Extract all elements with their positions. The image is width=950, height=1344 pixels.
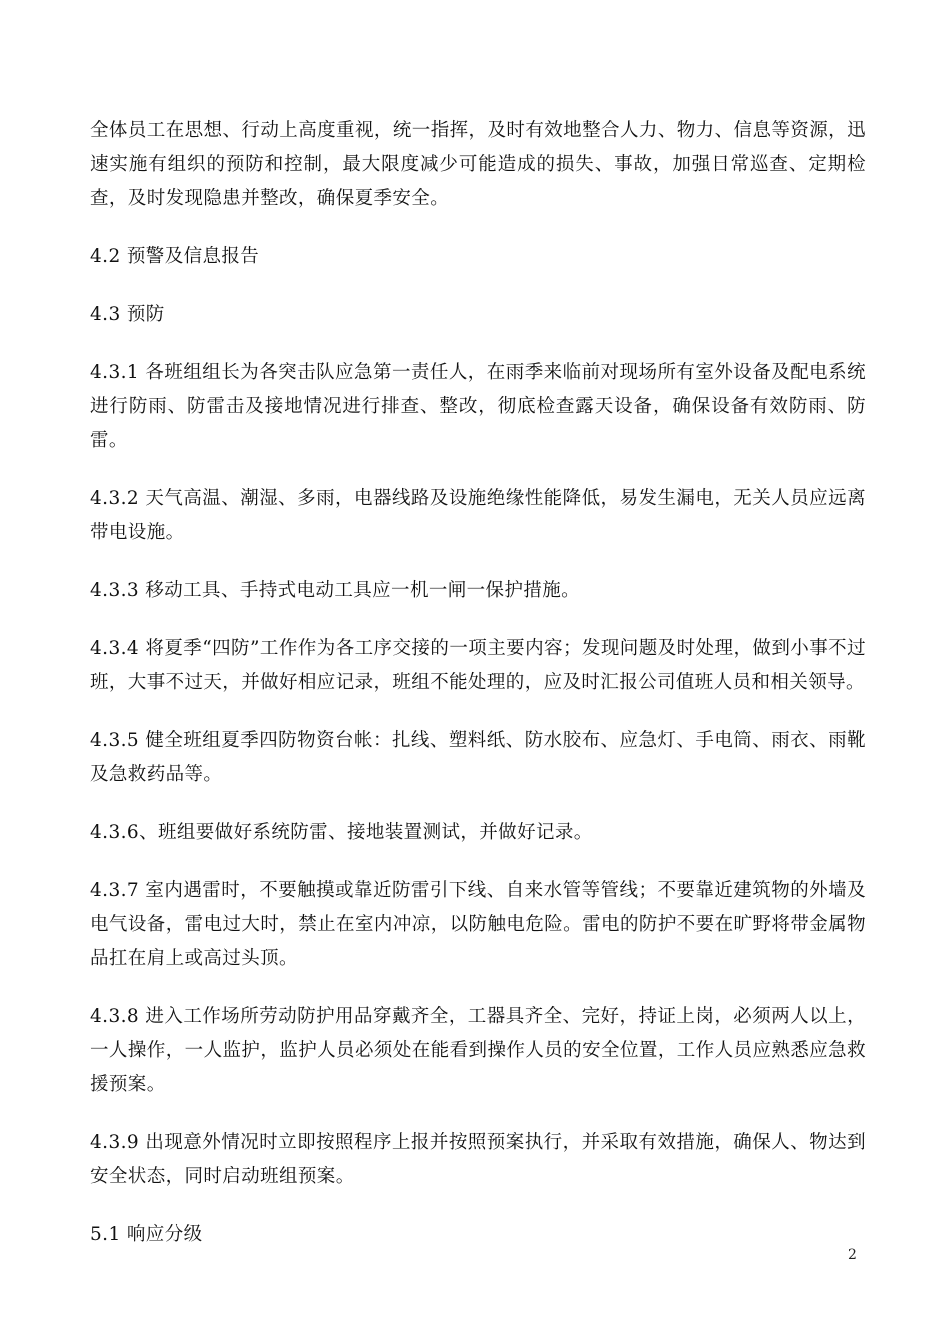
- paragraph-4-3-4: 4.3.4 将夏季“四防”工作作为各工序交接的一项主要内容；发现问题及时处理，做到小事不过班，大事不过天，并做好相应记录，班组不能处理的，应及时汇报公司值班人员和相关领导。: [90, 638, 866, 693]
- paragraph-4-3-2: 4.3.2 天气高温、潮湿、多雨，电器线路及设施绝缘性能降低，易发生漏电，无关人员应远离带电设施。: [90, 488, 866, 543]
- paragraph-4-3-8: 4.3.8 进入工作场所劳动防护用品穿戴齐全，工器具齐全、完好，持证上岗，必须两人以上，一人操作，一人监护，监护人员必须处在能看到操作人员的安全位置，工作人员应熟悉应急救援预案。: [90, 1006, 866, 1095]
- paragraph-4-3-9: 4.3.9 出现意外情况时立即按照程序上报并按照预案执行，并采取有效措施，确保人、物达到安全状态，同时启动班组预案。: [90, 1132, 866, 1187]
- section-heading-5-1: 5.1 响应分级: [90, 1224, 203, 1245]
- paragraph-intro: 全体员工在思想、行动上高度重视，统一指挥，及时有效地整合人力、物力、信息等资源，迅速实施有组织的预防和控制，最大限度减少可能造成的损失、事故，加强日常巡查、定期检查，及时发现隐患并整改，确保夏季安全。: [90, 120, 866, 209]
- paragraph-4-3-3: 4.3.3 移动工具、手持式电动工具应一机一闸一保护措施。: [90, 580, 581, 601]
- paragraph-4-3-1: 4.3.1 各班组组长为各突击队应急第一责任人，在雨季来临前对现场所有室外设备及配电系统进行防雨、防雷击及接地情况进行排查、整改，彻底检查露天设备，确保设备有效防雨、防雷。: [90, 362, 866, 451]
- paragraph-4-3-6: 4.3.6、班组要做好系统防雷、接地装置测试，并做好记录。: [90, 822, 593, 843]
- page-number: 2: [848, 1247, 857, 1263]
- paragraph-4-3-5: 4.3.5 健全班组夏季四防物资台帐：扎线、塑料纸、防水胶布、应急灯、手电筒、雨衣、雨靴及急救药品等。: [90, 730, 866, 785]
- paragraph-4-3-7: 4.3.7 室内遇雷时，不要触摸或靠近防雷引下线、自来水管等管线；不要靠近建筑物的外墙及电气设备，雷电过大时，禁止在室内冲凉，以防触电危险。雷电的防护不要在旷野将带金属物品扛在肩上或高过头顶。: [90, 880, 866, 969]
- section-heading-4-3: 4.3 预防: [90, 304, 165, 325]
- section-heading-4-2: 4.2 预警及信息报告: [90, 246, 260, 267]
- document-body: [90, 114, 866, 1276]
